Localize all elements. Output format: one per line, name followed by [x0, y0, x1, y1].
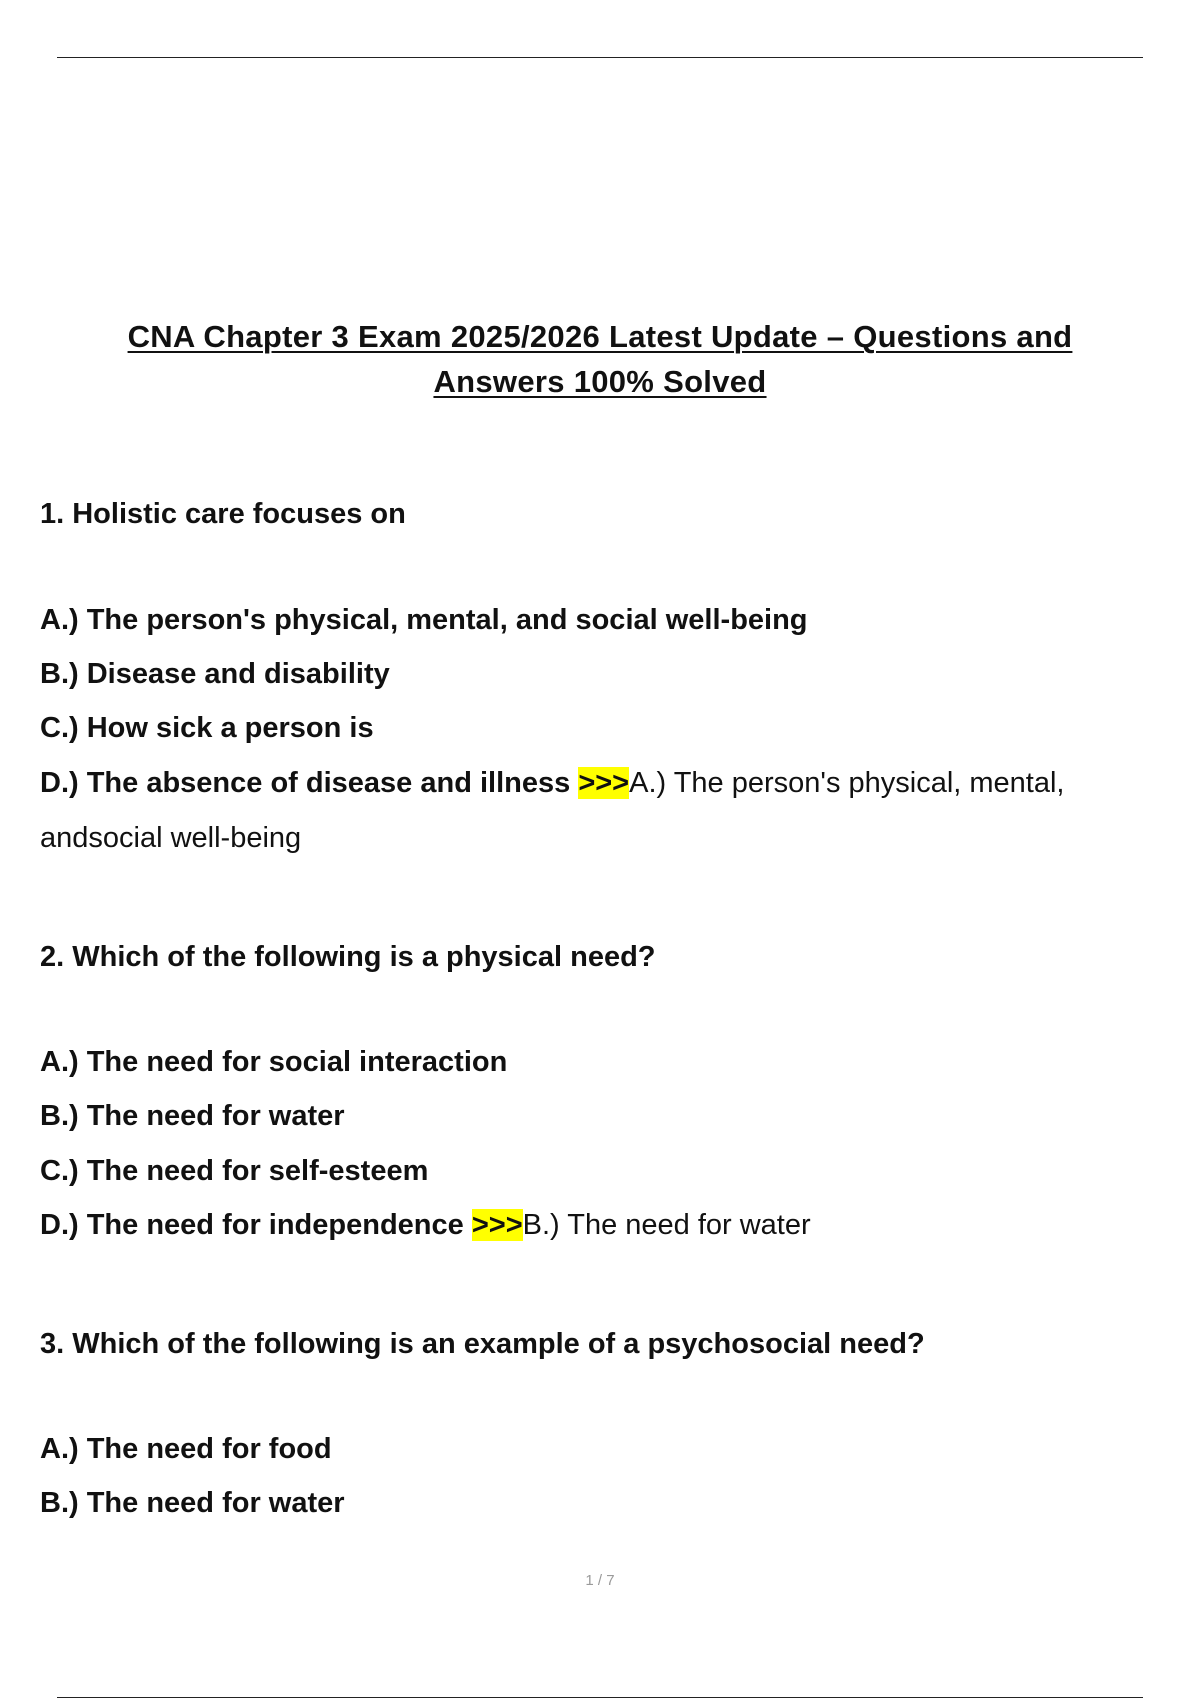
- document-title: [40, 314, 1160, 404]
- question-1: 1. Holistic care focuses on: [40, 498, 406, 530]
- q2-option-d: D.) The need for independence: [40, 1209, 472, 1241]
- title-line-1: CNA Chapter 3 Exam 2025/2026 Latest Update – Questions and: [127, 319, 1073, 354]
- q2-option-c: C.) The need for self-esteem: [40, 1155, 429, 1187]
- answer-marker: >>>: [578, 767, 630, 799]
- answer-marker: >>>: [471, 1209, 523, 1241]
- q3-option-a: A.) The need for food: [40, 1433, 332, 1465]
- question-2: 2. Which of the following is a physical need?: [40, 941, 656, 973]
- page-number: 1 / 7: [585, 1572, 615, 1589]
- q1-answer: A.) The person's physical, mental,: [629, 767, 1065, 799]
- question-3: 3. Which of the following is an example of a psychosocial need?: [40, 1328, 925, 1360]
- q1-option-d-row: [40, 766, 1065, 800]
- title-line-2: Answers 100% Solved: [433, 364, 767, 399]
- q1-option-c: C.) How sick a person is: [40, 712, 374, 744]
- q1-option-a: A.) The person's physical, mental, and social well-being: [40, 604, 808, 636]
- q2-option-d-row: [40, 1208, 811, 1242]
- q1-option-b: B.) Disease and disability: [40, 658, 390, 690]
- q2-option-b: B.) The need for water: [40, 1100, 345, 1132]
- q1-answer-continued: andsocial well-being: [40, 822, 302, 854]
- q2-option-a: A.) The need for social interaction: [40, 1046, 508, 1078]
- q1-option-d: D.) The absence of disease and illness: [40, 767, 579, 799]
- q2-answer: B.) The need for water: [522, 1209, 811, 1241]
- top-rule: [57, 57, 1143, 58]
- q3-option-b: B.) The need for water: [40, 1487, 345, 1519]
- bottom-rule: [57, 1697, 1143, 1698]
